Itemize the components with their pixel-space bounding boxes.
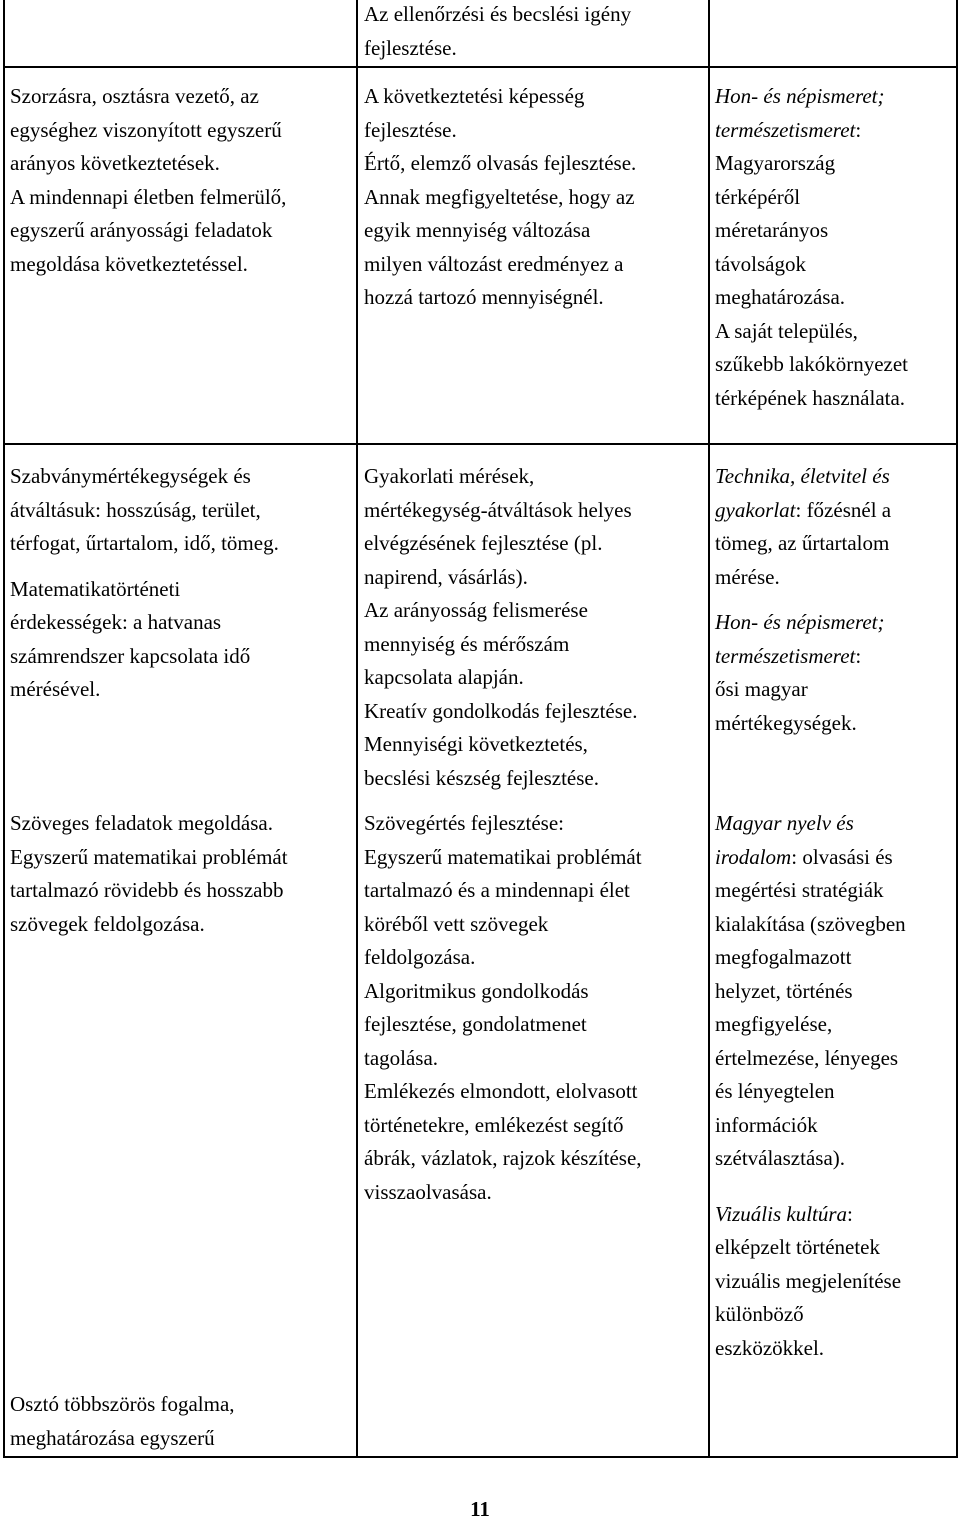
cell-line: megfogalmazott [715, 945, 852, 969]
cell-line: különböző [715, 1302, 804, 1326]
table-cell-r3-c2 [364, 807, 704, 1209]
cell-line: megoldása következtetéssel. [10, 251, 248, 276]
cell-line: A mindennapi életben felmerülő, [10, 184, 287, 209]
cell-line: visszaolvasása. [364, 1179, 492, 1204]
cell-line: egységhez viszonyított egyszerű [10, 117, 282, 142]
cell-line: Szabványmértékegységek és [10, 464, 251, 488]
cell-line: milyen változást eredményez a [364, 251, 624, 276]
cell-line: történetekre, emlékezést segítő [364, 1112, 624, 1137]
subject-reference: Technika, életvitel és [715, 464, 890, 488]
cell-line: szövegek feldolgozása. [10, 911, 205, 936]
table-cell-r2-c2 [364, 460, 704, 795]
cell-line: érdekességek: a hatvanas [10, 610, 222, 634]
subject-reference: irodalom [715, 844, 792, 869]
cell-line: meghatározása egyszerű [10, 1425, 215, 1450]
table-cell-r1-c1 [10, 80, 354, 281]
table-border-right [956, 0, 958, 1458]
cell-line: feldolgozása. [364, 945, 476, 969]
table-border-left [3, 0, 5, 1458]
table-row-divider [3, 443, 958, 445]
cell-line: vizuális megjelenítése [715, 1268, 902, 1293]
cell-line: Emlékezés elmondott, elolvasott [364, 1079, 638, 1103]
cell-line: Az ellenőrzési és becslési igény [364, 2, 632, 26]
subject-reference: Vizuális kultúra [715, 1201, 848, 1226]
cell-line: ábrák, vázlatok, rajzok készítése, [364, 1146, 642, 1170]
table-cell-r2-c3 [715, 460, 955, 740]
cell-line: Egyszerű matematikai problémát [364, 844, 642, 869]
cell-line: térfogat, űrtartalom, idő, tömeg. [10, 531, 279, 555]
table-cell-r3-c3 [715, 807, 955, 1365]
table-cell-r4-c1 [10, 1388, 354, 1455]
subject-reference: gyakorlat [715, 497, 796, 522]
subject-reference-line: természetismeret: [715, 117, 862, 142]
cell-line: tartalmazó rövidebb és hosszabb [10, 878, 284, 902]
cell-line: megfigyelése, [715, 1012, 833, 1036]
cell-line: értelmezése, lényeges [715, 1045, 899, 1070]
cell-line: mennyiség és mérőszám [364, 631, 570, 656]
table-cell-r3-c1 [10, 807, 354, 941]
table-bottom-border [3, 1456, 958, 1458]
subject-reference: Magyar nyelv és [715, 811, 854, 835]
table-border-mid2 [708, 0, 710, 1458]
cell-line: tagolása. [364, 1045, 439, 1070]
cell-line: információk [715, 1112, 818, 1137]
cell-line: kapcsolata alapján. [364, 665, 524, 689]
cell-line: elképzelt történetek [715, 1235, 880, 1259]
cell-line: Gyakorlati mérések, [364, 464, 535, 488]
subject-reference: természetismeret [715, 643, 856, 668]
cell-line: Egyszerű matematikai problémát [10, 844, 288, 869]
subject-reference: Hon- és népismeret; [715, 84, 885, 108]
cell-line: mértékegység-átváltások helyes [364, 497, 632, 522]
cell-line: térképéről [715, 184, 801, 209]
cell-line: mérésével. [10, 677, 101, 701]
table-row-divider [3, 66, 958, 68]
page-number: 11 [470, 1497, 490, 1521]
cell-line: becslési készség fejlesztése. [364, 765, 599, 790]
cell-line: Értő, elemző olvasás fejlesztése. [364, 151, 637, 175]
cell-line: egyszerű arányossági feladatok [10, 218, 273, 242]
cell-line: köréből vett szövegek [364, 911, 549, 936]
cell-line: megértési stratégiák [715, 878, 884, 902]
cell-line: Matematikatörténeti [10, 576, 181, 601]
cell-line: elvégzésének fejlesztése (pl. [364, 531, 603, 555]
cell-line: eszközökkel. [715, 1335, 825, 1360]
cell-line: számrendszer kapcsolata idő [10, 643, 251, 668]
subject-reference-line [715, 494, 955, 528]
cell-line: napirend, vásárlás). [364, 564, 528, 589]
cell-line: hozzá tartozó mennyiségnél. [364, 285, 604, 309]
subject-reference: Hon- és népismeret; [715, 610, 885, 634]
cell-line: Magyarország [715, 151, 836, 175]
cell-line: mértékegységek. [715, 710, 857, 735]
cell-line: egyik mennyiség változása [364, 218, 591, 242]
subject-reference-line: természetismeret: [715, 643, 862, 668]
cell-line: távolságok [715, 251, 806, 276]
table-border-mid1 [356, 0, 358, 1458]
subject-reference-line [715, 841, 955, 875]
subject-reference: természetismeret [715, 117, 856, 142]
cell-line: szűkebb lakókörnyezet [715, 352, 909, 376]
cell-line: kialakítása (szövegben [715, 911, 906, 936]
cell-line: helyzet, történés [715, 978, 853, 1003]
cell-line: A saját település, [715, 318, 858, 343]
cell-line: és lényegtelen [715, 1079, 835, 1103]
cell-line: térképének használata. [715, 385, 906, 410]
table-cell-r1-c3 [715, 80, 955, 415]
cell-line: meghatározása. [715, 285, 846, 309]
cell-line: Mennyiségi következtetés, [364, 732, 588, 756]
table-cell-r2-c1 [10, 460, 354, 707]
cell-line: Szorzásra, osztásra vezető, az [10, 84, 259, 108]
cell-line: szétválasztása). [715, 1146, 846, 1170]
cell-line: Osztó többszörös fogalma, [10, 1392, 235, 1416]
cell-line: tömeg, az űrtartalom [715, 531, 890, 555]
cell-text: : főzésnél a [795, 497, 892, 522]
cell-text: : [847, 1201, 853, 1226]
cell-line: fejlesztése, gondolatmenet [364, 1012, 587, 1036]
cell-text: : olvasási és [791, 844, 893, 869]
cell-line: méretarányos [715, 218, 829, 242]
cell-line: tartalmazó és a mindennapi élet [364, 878, 630, 902]
table-cell-r1-c2 [364, 80, 704, 315]
cell-line: Annak megfigyeltetése, hogy az [364, 184, 635, 209]
cell-line: átváltásuk: hosszúság, terület, [10, 497, 261, 522]
cell-line: fejlesztése. [364, 35, 457, 60]
cell-line: Kreatív gondolkodás fejlesztése. [364, 698, 638, 723]
cell-line: arányos következtetések. [10, 151, 220, 175]
cell-line: ősi magyar [715, 677, 808, 701]
cell-line: mérése. [715, 564, 780, 589]
cell-line: Az arányosság felismerése [364, 598, 588, 622]
cell-line: Szövegértés fejlesztése: [364, 811, 564, 835]
cell-line: Algoritmikus gondolkodás [364, 978, 589, 1003]
cell-line: Szöveges feladatok megoldása. [10, 811, 273, 835]
cell-line: fejlesztése. [364, 117, 457, 142]
subject-reference-line [715, 1198, 955, 1232]
table-cell-r0-c2 [364, 0, 704, 65]
cell-line: A következtetési képesség [364, 84, 585, 108]
